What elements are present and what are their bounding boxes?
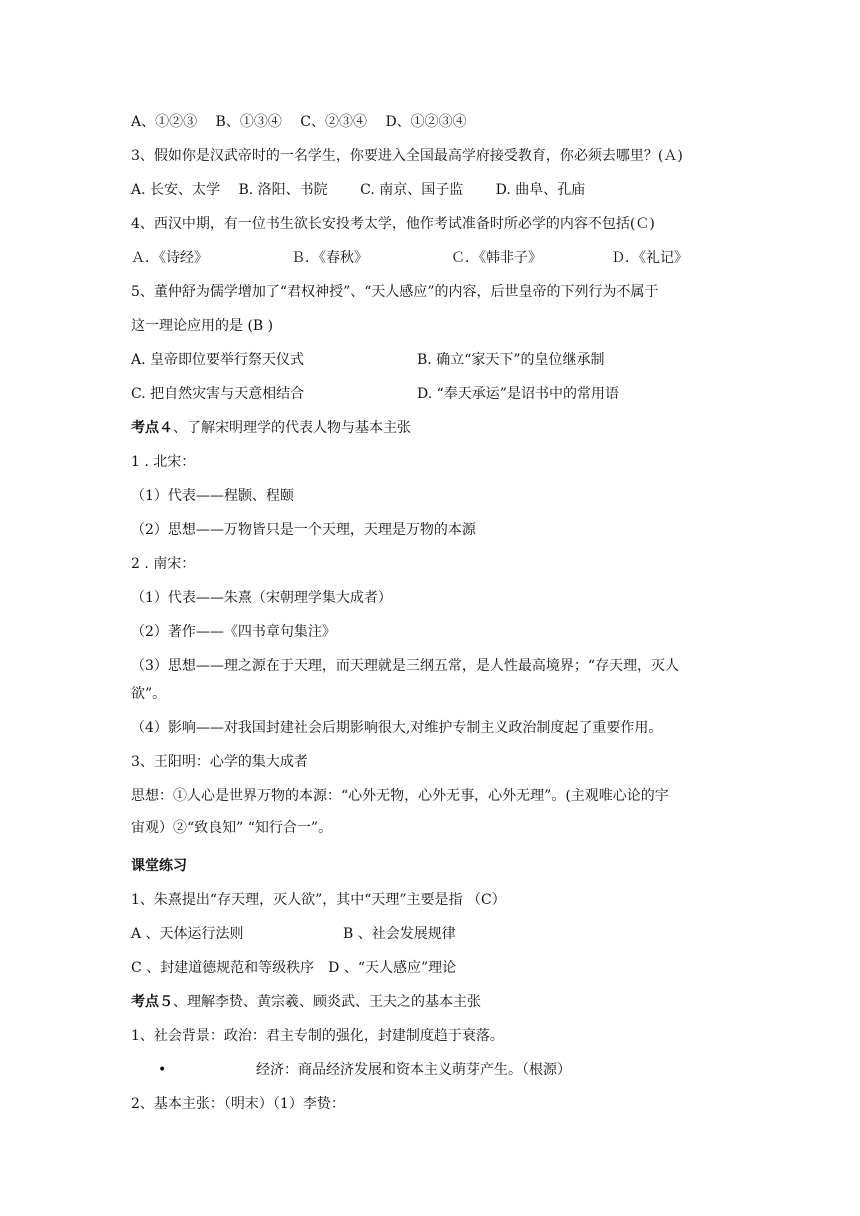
practice-heading: 课堂练习 <box>131 858 187 874</box>
list-item: （4）影响——对我国封建社会后期影响很大,对维护专制主义政治制度起了重要作用。 <box>131 720 663 736</box>
subheading-north-song: 1 . 北宋： <box>131 454 196 470</box>
option-d: Ｄ．《礼记》 <box>611 250 688 266</box>
option-b: B. 确立“家天下”的皇位继承制 <box>417 352 605 368</box>
option-c: C. 把自然灾害与天意相结合 <box>131 386 305 402</box>
list-item-continued: 欲”。 <box>131 686 167 702</box>
option-a: Ａ．《诗经》 <box>131 250 208 266</box>
list-item: （2）著作——《四书章句集注》 <box>131 624 336 640</box>
list-item: （3）思想——理之源在于天理，而天理就是三纲五常，是人性最高境界；“存天理，灭人 <box>131 658 680 674</box>
option-a: A 、天体运行法则 <box>131 926 244 942</box>
bullet-icon: • <box>158 1062 167 1078</box>
basic-propositions: 2、基本主张：（明末）（1）李贽： <box>131 1096 345 1112</box>
list-item: （1）代表——程颢、程颐 <box>131 488 294 504</box>
paragraph-line: 宙观）②“致良知” “知行合一”。 <box>131 820 333 836</box>
answer-options-q2: A、①②③ B、①③④ C、②③④ D、①②③④ <box>131 114 467 130</box>
question-5-line1: 5、董仲舒为儒学增加了“君权神授”、“天人感应”的内容，后世皇帝的下列行为不属于 <box>131 284 659 300</box>
question-3: 3、假如你是汉武帝时的一名学生，你要进入全国最高学府接受教育，你必须去哪里？(Ａ) <box>131 148 683 164</box>
section-number: 考点５ <box>131 994 173 1010</box>
answer-options-q3: A. 长安、太学 B. 洛阳、书院 C. 南京、国子监 D. 曲阜、孔庙 <box>131 182 586 198</box>
social-background: 1、社会背景：政治：君主专制的强化，封建制度趋于衰落。 <box>131 1028 504 1044</box>
question-5-line2: 这一理论应用的是 (B ) <box>131 318 274 334</box>
option-d: D. “奉天承运”是诏书中的常用语 <box>417 386 619 402</box>
section-number: 考点４ <box>131 420 173 436</box>
subheading-wang-yangming: 3、王阳明：心学的集大成者 <box>131 754 308 770</box>
paragraph-line: 思想：①人心是世界万物的本源：“心外无物，心外无事，心外无理”。(主观唯心论的宇 <box>131 788 669 804</box>
section-title: 、了解宋明理学的代表人物与基本主张 <box>173 420 411 436</box>
option-c: Ｃ．《韩非子》 <box>451 250 542 266</box>
subheading-south-song: 2 . 南宋： <box>131 556 196 572</box>
list-item: （1）代表——朱熹（宋朝理学集大成者） <box>131 590 392 606</box>
list-item: （2）思想——万物皆只是一个天理，天理是万物的本源 <box>131 522 476 538</box>
section-title: 、理解李贽、黄宗羲、顾炎武、王夫之的基本主张 <box>173 994 481 1010</box>
option-a: A. 皇帝即位要举行祭天仪式 <box>131 352 305 368</box>
option-b: Ｂ．《春秋》 <box>291 250 368 266</box>
bullet-text: 经济：商品经济发展和资本主义萌芽产生。（根源） <box>256 1062 571 1078</box>
option-b: B 、社会发展规律 <box>343 926 456 942</box>
section-heading-5 <box>131 992 481 1012</box>
section-heading-4 <box>131 418 411 438</box>
practice-question-1: 1、朱熹提出“存天理，灭人欲”，其中“天理”主要是指 （C） <box>131 892 506 908</box>
question-4: 4、西汉中期，有一位书生欲长安投考太学，他作考试准备时所必学的内容不包括(Ｃ) <box>131 216 655 232</box>
practice-options-row2: C 、封建道德规范和等级秩序 D 、“天人感应”理论 <box>131 960 457 976</box>
